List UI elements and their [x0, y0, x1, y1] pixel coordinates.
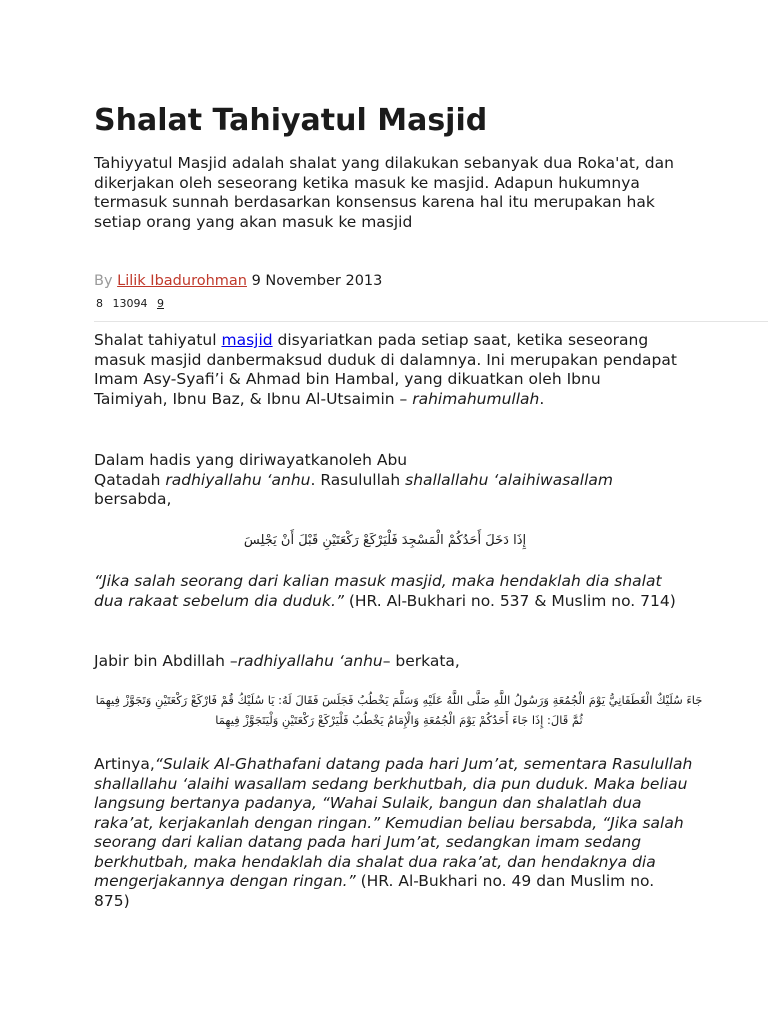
p4-prefix: Jabir bin Abdillah –: [94, 652, 238, 670]
p4-end: – berkata,: [382, 652, 460, 670]
p2-line1: Dalam hadis yang diriwayatkanoleh Abu: [94, 451, 408, 469]
publish-date: 9 November 2013: [251, 273, 383, 289]
p3-ref: (HR. Al-Bukhari no. 537 & Muslim no. 714): [343, 591, 676, 610]
p2-italic1: radhiyallahu ‘anhu: [165, 470, 311, 489]
byline: [94, 272, 382, 290]
masjid-link[interactable]: masjid: [221, 331, 273, 349]
paragraph-4: [94, 652, 678, 672]
article-title: Shalat Tahiyatul Masjid: [94, 103, 488, 138]
paragraph-1: [94, 331, 678, 409]
p1-end: .: [539, 389, 545, 408]
p1-text: disyariatkan pada setiap saat, ketika seseorang masuk masjid danbermaksud duduk di dalamnya. Ini merupakan pendapat Imam Asy-Syafi’i & Ahmad bin Hambal, yang dikuatkan oleh Ibnu Taimiyah, Ibnu Baz, & Ibnu Al-Utsaimin –: [94, 331, 677, 408]
p5-ref: (HR. Al-Bukhari no. 49 dan Muslim no. 875): [94, 872, 655, 910]
paragraph-5: [94, 755, 694, 911]
arabic-hadith-1: إِذَا دَخَلَ أَحَدُكُمْ الْمَسْجِدَ فَلْيَرْكَعْ رَكْعَتَيْنِ قَبْلَ أَنْ يَجْلِسَ: [243, 533, 527, 548]
byline-by-label: By: [94, 273, 113, 289]
p2-middle: . Rasulullah: [310, 470, 406, 489]
content-divider: [94, 321, 768, 322]
document-stats: [96, 297, 170, 311]
p2-italic2: shallallahu ‘alaihiwasallam: [405, 470, 613, 489]
paragraph-2: [94, 451, 678, 510]
p5-italic: “Sulaik Al-Ghathafani datang pada hari Jum’at, sementara Rasulullah shallallahu ‘alaihi wasallam sedang berkhutbah, dia pun duduk. Maka beliau langsung bertanya padanya, “Wahai Sulaik, bangun dan shalatlah dua raka’at, kerjakanlah dengan ringan.” Kemudian beliau bersabda, “Jika salah seorang dari kalian datang pada hari Jum’at, sedangkan imam sedang berkhutbah, maka hendaklah dia shalat dua raka’at, dan hendaknya dia mengerjakannya dengan ringan.”: [94, 755, 693, 890]
p1-prefix: Shalat tahiyatul: [94, 331, 222, 349]
arabic-hadith-2: جَاءَ سُلَيْكٌ الْغَطَفَانِيُّ يَوْمَ الْجُمُعَةِ وَرَسُولُ اللَّهِ صَلَّى اللَّهُ عَلَيْهِ وَسَلَّمَ يَخْطُبُ فَجَلَسَ فَقَالَ لَهُ: يَا سُلَيْكُ قُمْ فَارْكَعْ رَكْعَتَيْنِ وَتَجَوَّزْ فِيهِمَا ثُمَّ قَالَ: إِذَا جَاءَ أَحَدُكُمْ يَوْمَ الْجُمُعَةِ وَالْإِمَامُ يَخْطُبُ فَلْيَرْكَعْ رَكْعَتَيْنِ وَلْيَتَجَوَّزْ فِيهِمَا: [95, 693, 703, 727]
stat-last[interactable]: 9: [157, 297, 164, 310]
stat-views: 13094: [112, 297, 148, 310]
p3-italic: “Jika salah seorang dari kalian masuk masjid, maka hendaklah dia shalat dua rakaat sebelum dia duduk.”: [94, 572, 662, 610]
stat-first: 8: [96, 297, 103, 310]
p4-italic: radhiyallahu ‘anhu: [237, 652, 383, 670]
p5-prefix: Artinya,: [94, 755, 155, 773]
p2-end: bersabda,: [94, 490, 172, 508]
p1-italic: rahimahumullah: [412, 389, 540, 408]
paragraph-3: [94, 572, 678, 611]
p2-prefix: Qatadah: [94, 470, 166, 489]
author-link[interactable]: Lilik Ibadurohman: [117, 273, 247, 289]
article-summary: Tahiyyatul Masjid adalah shalat yang dilakukan sebanyak dua Roka'at, dan dikerjakan oleh seseorang ketika masuk ke masjid. Adapun hukumnya termasuk sunnah berdasarkan konsensus karena hal itu merupakan hak setiap orang yang akan masuk ke masjid: [94, 154, 674, 231]
